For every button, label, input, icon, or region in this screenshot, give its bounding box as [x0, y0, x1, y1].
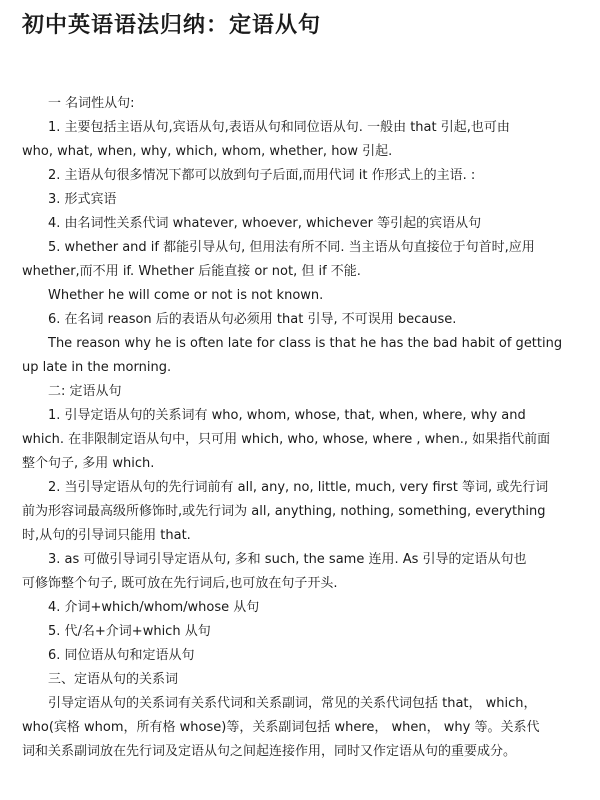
text-line: 3. 形式宾语 — [48, 192, 117, 207]
text-line: 5. whether and if 都能引导从句, 但用法有所不同. 当主语从句直接位于句首时,应用 — [48, 240, 535, 255]
text-line: 2. 当引导定语从句的先行词前有 all, any, no, little, much, very first 等词, 或先行词 — [48, 480, 549, 495]
text-line: 整个句子, 多用 which. — [22, 456, 155, 471]
text-line: who(宾格 whom，所有格 whose)等，关系副词包括 where， when， why 等。关系代 — [22, 720, 540, 735]
text-line: whether,而不用 if. Whether 后能直接 or not, 但 if 不能. — [22, 264, 361, 279]
text-line: 6. 同位语从句和定语从句 — [48, 648, 195, 663]
page-title: 初中英语语法归纳：定语从句 — [22, 13, 322, 38]
text-line: 4. 介词+which/whom/whose 从句 — [48, 600, 260, 615]
text-line: 词和关系副词放在先行词及定语从句之间起连接作用，同时又作定语从句的重要成分。 — [22, 744, 517, 759]
text-line: 1. 引导定语从句的关系词有 who, whom, whose, that, when, where, why and — [48, 408, 526, 423]
section-heading-3: 三、定语从句的关系词 — [48, 672, 179, 687]
section-heading-2: 二: 定语从句 — [48, 384, 122, 399]
text-line: which. 在非限制定语从句中，只可用 which, who, whose, where , when., 如果指代前面 — [22, 432, 551, 447]
text-line: 5. 代/名+介词+which 从句 — [48, 624, 211, 639]
example-sentence: up late in the morning. — [22, 360, 172, 375]
text-line: 时,从句的引导词只能用 that. — [22, 528, 191, 543]
text-line: 4. 由名词性关系代词 whatever, whoever, whichever 等引起的宾语从句 — [48, 216, 482, 231]
text-line: 3. as 可做引导词引导定语从句, 多和 such, the same 连用. As 引导的定语从句也 — [48, 552, 527, 567]
text-line: 前为形容词最高级所修饰时,或先行词为 all, anything, nothing, something, everything — [22, 504, 546, 519]
text-line: 6. 在名词 reason 后的表语从句必须用 that 引导, 不可误用 because. — [48, 312, 457, 327]
text-line: 2. 主语从句很多情况下都可以放到句子后面,而用代词 it 作形式上的主语. : — [48, 168, 476, 183]
text-line: 1. 主要包括主语从句,宾语从句,表语从句和同位语从句. 一般由 that 引起,也可由 — [48, 120, 510, 135]
text-line: who, what, when, why, which, whom, whether, how 引起. — [22, 144, 393, 159]
example-sentence: Whether he will come or not is not known. — [48, 288, 324, 303]
text-line: 可修饰整个句子, 既可放在先行词后,也可放在句子开头. — [22, 576, 338, 591]
text-line: 引导定语从句的关系词有关系代词和关系副词，常见的关系代词包括 that， which， — [48, 696, 537, 711]
example-sentence: The reason why he is often late for class is that he has the bad habit of getting — [48, 336, 563, 351]
section-heading-1: 一 名词性从句: — [48, 96, 135, 111]
